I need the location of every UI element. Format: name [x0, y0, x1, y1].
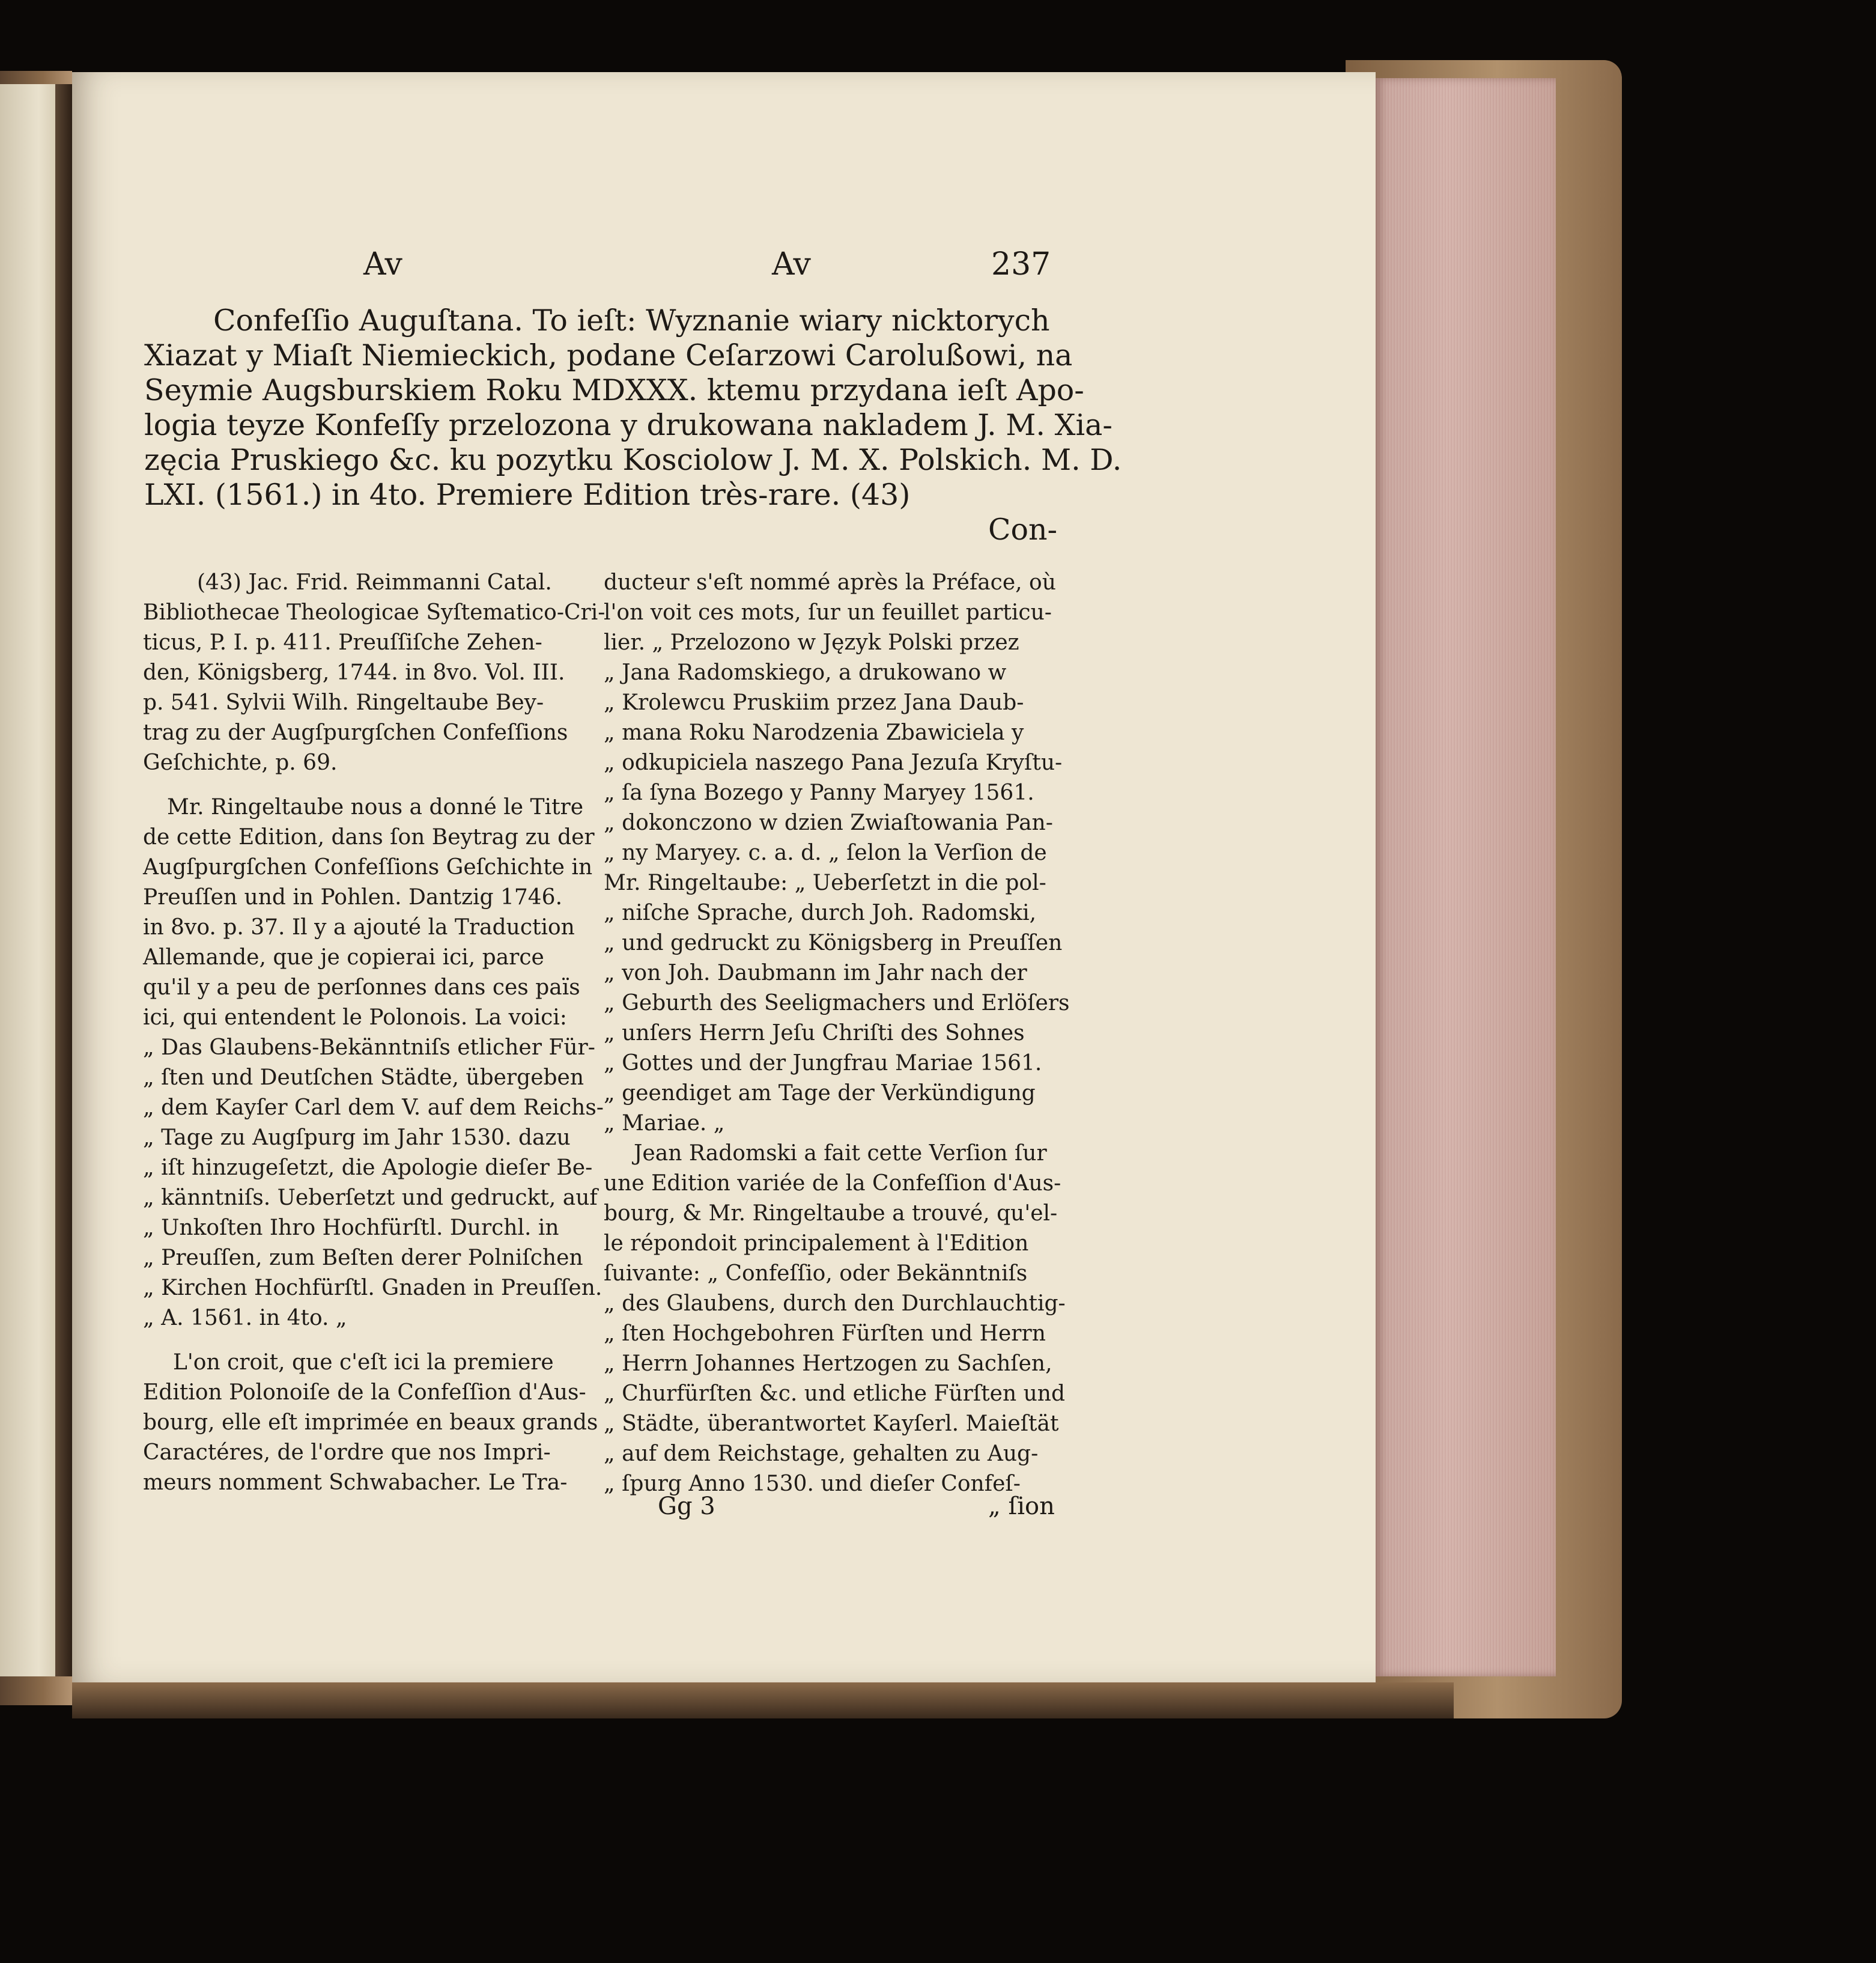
- paragraph-line: qu'il y a peu de perſonnes dans ces païs: [143, 975, 580, 1000]
- paragraph-line: „ mana Roku Narodzenia Zbawiciela y: [604, 720, 1024, 745]
- right-column: [604, 568, 1070, 1499]
- paragraph-line: „ Städte, überantwortet Kayſerl. Maieſtät: [604, 1411, 1059, 1436]
- paragraph-line: „ Preuſſen, zum Beſten derer Polniſchen: [143, 1246, 583, 1270]
- paragraph-line: „ Kirchen Hochfürſtl. Gnaden in Preuſſen.: [143, 1276, 603, 1300]
- left-column: [143, 568, 606, 1498]
- paragraph-line: „ niſche Sprache, durch Joh. Radomski,: [604, 901, 1037, 925]
- catchword-footer: „ ſion: [988, 1493, 1055, 1520]
- paragraph-line: L'on croit, que c'eſt ici la premiere: [173, 1350, 554, 1375]
- main-line: Xiazat y Miaſt Niemieckich, podane Ceſarzowi Carolußowi, na: [144, 338, 1073, 373]
- paragraph-line: „ Herrn Johannes Hertzogen zu Sachſen,: [604, 1351, 1052, 1376]
- paragraph-line: ducteur s'eſt nommé après la Préface, où: [604, 570, 1056, 595]
- paragraph-line: Preuſſen und in Pohlen. Dantzig 1746.: [143, 885, 563, 910]
- main-line: zęcia Pruskiego &c. ku pozytku Kosciolow J. M. X. Polskich. M. D.: [144, 443, 1122, 477]
- paragraph-line: lier. „ Przelozono w Język Polski przez: [604, 630, 1019, 655]
- paragraph-line: in 8vo. p. 37. Il y a ajouté la Traduction: [143, 915, 575, 940]
- paragraph-line: „ A. 1561. in 4to. „: [143, 1306, 347, 1330]
- paragraph-line: Caractéres, de l'ordre que nos Impri-: [143, 1440, 551, 1465]
- paragraph-line: „ Churfürſten &c. und etliche Fürſten und: [604, 1381, 1066, 1406]
- paragraph-line: „ Tage zu Augſpurg im Jahr 1530. dazu: [143, 1125, 571, 1150]
- running-head-center: Av: [772, 246, 811, 282]
- paragraph-line: „ des Glaubens, durch den Durchlauchtig-: [604, 1291, 1066, 1316]
- paragraph-line: „ Mariae. „: [604, 1111, 725, 1136]
- page-fore-edge: [1376, 78, 1556, 1676]
- paragraph-line: meurs nomment Schwabacher. Le Tra-: [143, 1470, 568, 1495]
- footnote-line: p. 541. Sylvii Wilh. Ringeltaube Bey-: [143, 690, 544, 715]
- paragraph-line: „ und gedruckt zu Königsberg in Preuſſen: [604, 931, 1063, 955]
- paragraph-line: „ ſten Hochgebohren Fürſten und Herrn: [604, 1321, 1046, 1346]
- paragraph-line: Edition Polonoiſe de la Confeſſion d'Aus-: [143, 1380, 586, 1405]
- cover-bottom: [72, 1682, 1454, 1718]
- paragraph-line: de cette Edition, dans ſon Beytrag zu der: [143, 825, 595, 850]
- paragraph-line: „ Gottes und der Jungfrau Mariae 1561.: [604, 1051, 1042, 1076]
- paragraph-line: „ ny Maryey. c. a. d. „ ſelon la Verſion de: [604, 841, 1047, 865]
- paragraph-line: Mr. Ringeltaube: „ Ueberſetzt in die pol-: [604, 871, 1046, 895]
- paragraph-line: „ Geburth des Seeligmachers und Erlöſers: [604, 991, 1070, 1015]
- paragraph-line: ſuivante: „ Confeſſio, oder Bekänntniſs: [604, 1261, 1028, 1286]
- footnote-line: Bibliothecae Theologicae Syſtematico-Cri-: [143, 600, 606, 625]
- paragraph-line: „ ſpurg Anno 1530. und dieſer Confeſ-: [604, 1471, 1021, 1496]
- paragraph-line: „ dokonczono w dzien Zwiaſtowania Pan-: [604, 811, 1053, 835]
- paragraph-line: Allemande, que je copierai ici, parce: [143, 945, 544, 970]
- paragraph-line: „ odkupiciela naszego Pana Jezuſa Kryſtu-: [604, 750, 1063, 775]
- footnote-line: ticus, P. I. p. 411. Preuſſiſche Zehen-: [143, 630, 542, 655]
- paragraph-line: le répondoit principalement à l'Edition: [604, 1231, 1029, 1256]
- paragraph-line: „ dem Kayſer Carl dem V. auf dem Reichs-: [143, 1095, 604, 1120]
- footnote-line: Geſchichte, p. 69.: [143, 750, 338, 775]
- page-number: 237: [991, 246, 1051, 282]
- paragraph-line: Mr. Ringeltaube nous a donné le Titre: [167, 795, 584, 820]
- main-line: Confeſſio Auguſtana. To ieſt: Wyznanie wiary nicktorych: [213, 303, 1050, 338]
- left-page-edge: [0, 84, 55, 1676]
- main-line: Seymie Augsburskiem Roku MDXXX. ktemu przydana ieſt Apo-: [144, 373, 1084, 407]
- paragraph-line: „ iſt hinzugeſetzt, die Apologie dieſer Be-: [143, 1155, 593, 1180]
- paragraph-line: „ auf dem Reichstage, gehalten zu Aug-: [604, 1441, 1039, 1466]
- paragraph-line: „ Das Glaubens-Bekänntniſs etlicher Für-: [143, 1035, 595, 1060]
- signature-mark: Gg 3: [658, 1493, 715, 1520]
- footnote-line: den, Königsberg, 1744. in 8vo. Vol. III.: [143, 660, 565, 685]
- main-line: logia teyze Konfeſſy przelozona y drukowana nakladem J. M. Xia-: [144, 408, 1113, 442]
- paragraph-line: une Edition variée de la Confeſſion d'Aus-: [604, 1171, 1061, 1196]
- paragraph-line: „ geendiget am Tage der Verkündigung: [604, 1081, 1036, 1106]
- catchword-main: Con-: [988, 513, 1058, 547]
- paragraph-line: „ von Joh. Daubmann im Jahr nach der: [604, 961, 1027, 985]
- main-line: LXI. (1561.) in 4to. Premiere Edition très-rare. (43): [144, 478, 911, 512]
- paragraph-line: „ Jana Radomskiego, a drukowano w: [604, 660, 1007, 685]
- paragraph-line: Jean Radomski a fait cette Verſion ſur: [634, 1141, 1047, 1166]
- running-head-left: Av: [363, 246, 402, 282]
- paragraph-line: bourg, & Mr. Ringeltaube a trouvé, qu'el-: [604, 1201, 1058, 1226]
- paragraph-line: „ ſa ſyna Bozego y Panny Maryey 1561.: [604, 781, 1034, 805]
- paragraph-line: „ unſers Herrn Jeſu Chriſti des Sohnes: [604, 1021, 1025, 1045]
- paragraph-line: l'on voit ces mots, ſur un feuillet particu-: [604, 600, 1052, 625]
- footnote-line: trag zu der Augſpurgſchen Confeſſions: [143, 720, 568, 745]
- paragraph-line: „ ſten und Deutſchen Städte, übergeben: [143, 1065, 584, 1090]
- paragraph-line: Augſpurgſchen Confeſſions Geſchichte in: [143, 855, 593, 880]
- paragraph-line: „ Krolewcu Pruskiim przez Jana Daub-: [604, 690, 1024, 715]
- paragraph-line: „ känntniſs. Ueberſetzt und gedruckt, auf: [143, 1185, 598, 1210]
- footnote-line: (43) Jac. Frid. Reimmanni Catal.: [197, 570, 552, 595]
- paragraph-line: „ Unkoſten Ihro Hochfürſtl. Durchl. in: [143, 1216, 559, 1240]
- paragraph-line: ici, qui entendent le Polonois. La voici:: [143, 1005, 567, 1030]
- book-gutter: [55, 84, 72, 1676]
- paragraph-line: bourg, elle eſt imprimée en beaux grands: [143, 1410, 598, 1435]
